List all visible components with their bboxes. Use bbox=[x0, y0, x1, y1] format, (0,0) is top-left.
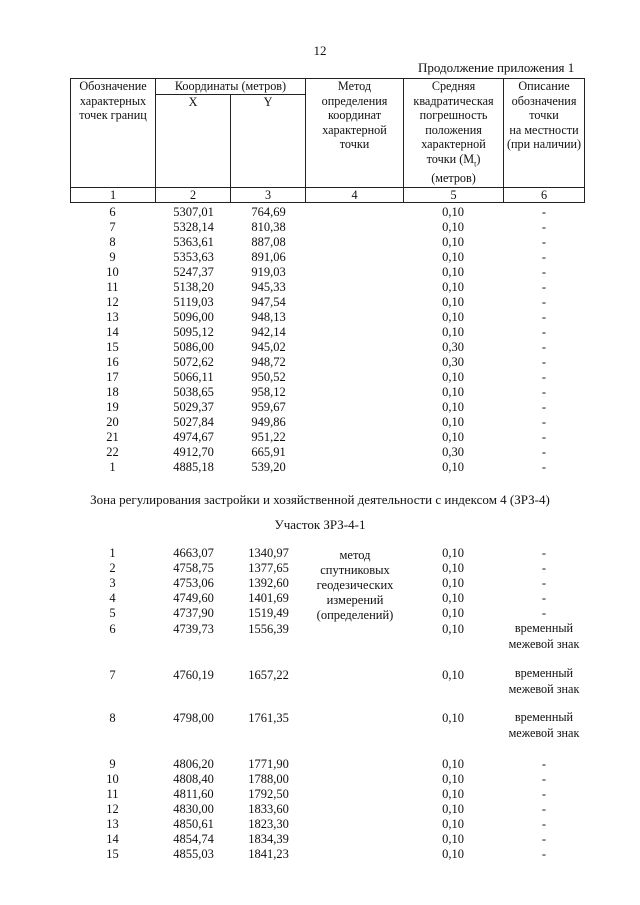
coord-x: 4854,74 bbox=[173, 832, 214, 846]
table-row bbox=[70, 310, 584, 325]
section2-rows-c bbox=[70, 757, 584, 862]
point-id: 13 bbox=[106, 310, 119, 324]
accuracy: 0,30 bbox=[442, 445, 464, 459]
accuracy: 0,10 bbox=[442, 546, 464, 560]
table-row bbox=[70, 415, 584, 430]
accuracy: 0,10 bbox=[442, 295, 464, 309]
accuracy: 0,10 bbox=[442, 310, 464, 324]
table-row bbox=[70, 817, 584, 832]
table-row bbox=[70, 235, 584, 250]
coord-x: 4806,20 bbox=[173, 757, 214, 771]
coord-y: 1377,65 bbox=[248, 561, 289, 575]
accuracy: 0,10 bbox=[442, 832, 464, 846]
coord-x: 5363,61 bbox=[173, 235, 214, 249]
coord-x: 5027,84 bbox=[173, 415, 214, 429]
description: - bbox=[541, 561, 547, 575]
table-row bbox=[70, 355, 584, 370]
coord-x: 4850,61 bbox=[173, 817, 214, 831]
col-number: 4 bbox=[306, 188, 404, 203]
point-id: 18 bbox=[106, 385, 119, 399]
table-row bbox=[70, 370, 584, 385]
description: - bbox=[541, 430, 547, 444]
accuracy: 0,10 bbox=[442, 622, 464, 636]
table-row bbox=[70, 250, 584, 265]
point-id: 12 bbox=[106, 802, 119, 816]
coord-y: 958,12 bbox=[251, 385, 286, 399]
accuracy: 0,10 bbox=[442, 757, 464, 771]
coord-y: 810,38 bbox=[251, 220, 286, 234]
coord-x: 5072,62 bbox=[173, 355, 214, 369]
accuracy: 0,10 bbox=[442, 460, 464, 474]
coord-y: 1823,30 bbox=[248, 817, 289, 831]
marker-desc: временный межевой знак bbox=[508, 621, 580, 651]
col-number: 2 bbox=[156, 188, 231, 203]
col-number: 5 bbox=[404, 188, 504, 203]
accuracy: 0,10 bbox=[442, 802, 464, 816]
description: - bbox=[541, 250, 547, 264]
header-point-designation: Обозначение характерных точек границ bbox=[71, 79, 156, 188]
point-id: 16 bbox=[106, 355, 119, 369]
point-id: 15 bbox=[106, 847, 119, 861]
accuracy: 0,10 bbox=[442, 415, 464, 429]
point-id: 15 bbox=[106, 340, 119, 354]
table-row bbox=[70, 546, 584, 561]
accuracy: 0,30 bbox=[442, 340, 464, 354]
point-id: 7 bbox=[109, 668, 116, 682]
coord-x: 4760,19 bbox=[173, 668, 214, 682]
point-id: 14 bbox=[106, 832, 119, 846]
coord-x: 5119,03 bbox=[173, 295, 214, 309]
point-id: 20 bbox=[106, 415, 119, 429]
accuracy: 0,10 bbox=[442, 668, 464, 682]
accuracy: 0,10 bbox=[442, 250, 464, 264]
coord-x: 4912,70 bbox=[173, 445, 214, 459]
zone-title: Зона регулирования застройки и хозяйственной деятельности с индексом 4 (ЗРЗ-4) bbox=[90, 492, 550, 507]
point-id: 10 bbox=[106, 772, 119, 786]
coord-x: 5307,01 bbox=[173, 205, 214, 219]
table-row bbox=[70, 787, 584, 802]
table-row bbox=[70, 400, 584, 415]
accuracy: 0,10 bbox=[442, 370, 464, 384]
coord-y: 945,33 bbox=[251, 280, 286, 294]
accuracy: 0,10 bbox=[442, 591, 464, 605]
point-id: 8 bbox=[109, 235, 116, 249]
coord-y: 950,52 bbox=[251, 370, 286, 384]
accuracy: 0,10 bbox=[442, 400, 464, 414]
coord-y: 1834,39 bbox=[248, 832, 289, 846]
coord-y: 891,06 bbox=[251, 250, 286, 264]
point-id: 6 bbox=[109, 205, 116, 219]
description: - bbox=[541, 220, 547, 234]
continuation-label: Продолжение приложения 1 bbox=[418, 60, 575, 75]
header-y: Y bbox=[263, 95, 273, 109]
coord-y: 1401,69 bbox=[248, 591, 289, 605]
point-id: 7 bbox=[109, 220, 116, 234]
table-header bbox=[70, 78, 585, 203]
coord-y: 1392,60 bbox=[248, 576, 289, 590]
accuracy: 0,10 bbox=[442, 606, 464, 620]
coord-x: 5095,12 bbox=[173, 325, 214, 339]
coord-x: 5353,63 bbox=[173, 250, 214, 264]
coord-x: 4811,60 bbox=[173, 787, 214, 801]
coord-y: 948,13 bbox=[251, 310, 286, 324]
coord-y: 764,69 bbox=[251, 205, 286, 219]
coord-y: 1761,35 bbox=[248, 711, 289, 725]
marker-desc: временный межевой знак bbox=[508, 710, 580, 740]
col-number: 1 bbox=[71, 188, 156, 203]
coord-x: 4830,00 bbox=[173, 802, 214, 816]
point-id: 21 bbox=[106, 430, 119, 444]
coord-y: 959,67 bbox=[251, 400, 286, 414]
coord-y: 949,86 bbox=[251, 415, 286, 429]
description: - bbox=[541, 205, 547, 219]
method-text: метод спутниковых геодезических измерений (определений) bbox=[316, 548, 394, 622]
coord-y: 1771,90 bbox=[248, 757, 289, 771]
coord-x: 4758,75 bbox=[173, 561, 214, 575]
coord-y: 887,08 bbox=[251, 235, 286, 249]
coord-y: 948,72 bbox=[251, 355, 286, 369]
coord-x: 4808,40 bbox=[173, 772, 214, 786]
point-id: 5 bbox=[109, 606, 116, 620]
description: - bbox=[541, 817, 547, 831]
point-id: 11 bbox=[106, 280, 119, 294]
description: - bbox=[541, 445, 547, 459]
coord-y: 1657,22 bbox=[248, 668, 289, 682]
description: - bbox=[541, 400, 547, 414]
section2-rows-a bbox=[70, 546, 584, 621]
description: - bbox=[541, 235, 547, 249]
marker-desc: временный межевой знак bbox=[508, 666, 580, 696]
table-row bbox=[70, 445, 584, 460]
accuracy: 0,10 bbox=[442, 561, 464, 575]
coord-x: 4737,90 bbox=[173, 606, 214, 620]
point-id: 12 bbox=[106, 295, 119, 309]
accuracy: 0,10 bbox=[442, 235, 464, 249]
point-id: 19 bbox=[106, 400, 119, 414]
description: - bbox=[541, 576, 547, 590]
point-id: 9 bbox=[109, 250, 116, 264]
point-id: 14 bbox=[106, 325, 119, 339]
table-row bbox=[70, 757, 584, 772]
table-row bbox=[70, 606, 584, 621]
coord-y: 665,91 bbox=[251, 445, 286, 459]
coord-x: 4974,67 bbox=[173, 430, 214, 444]
coord-x: 4855,03 bbox=[173, 847, 214, 861]
coord-y: 947,54 bbox=[251, 295, 286, 309]
coord-x: 5086,00 bbox=[173, 340, 214, 354]
point-id: 9 bbox=[109, 757, 116, 771]
accuracy: 0,10 bbox=[442, 430, 464, 444]
table-row bbox=[70, 832, 584, 847]
description: - bbox=[541, 591, 547, 605]
plot-title: Участок ЗРЗ-4-1 bbox=[274, 517, 366, 532]
accuracy: 0,10 bbox=[442, 847, 464, 861]
table-row bbox=[70, 295, 584, 310]
accuracy: 0,30 bbox=[442, 355, 464, 369]
table-row bbox=[70, 325, 584, 340]
table-row bbox=[70, 265, 584, 280]
header-accuracy: Средняя квадратическая погрешность положения характерной точки $(M_t)$ (метров) bbox=[404, 79, 504, 188]
table-row bbox=[70, 220, 584, 235]
table-row bbox=[70, 772, 584, 787]
description: - bbox=[541, 265, 547, 279]
coord-x: 5096,00 bbox=[173, 310, 214, 324]
point-id: 13 bbox=[106, 817, 119, 831]
coord-x: 4663,07 bbox=[173, 546, 214, 560]
accuracy: 0,10 bbox=[442, 205, 464, 219]
description: - bbox=[541, 325, 547, 339]
accuracy: 0,10 bbox=[442, 280, 464, 294]
accuracy: 0,10 bbox=[442, 576, 464, 590]
description: - bbox=[541, 295, 547, 309]
coord-y: 1841,23 bbox=[248, 847, 289, 861]
point-id: 4 bbox=[109, 591, 116, 605]
description: - bbox=[541, 310, 547, 324]
header-method: Метод определения координат характерной точки bbox=[306, 79, 404, 188]
table-row bbox=[70, 802, 584, 817]
col-number: 6 bbox=[504, 188, 585, 203]
table-row bbox=[70, 576, 584, 591]
description: - bbox=[541, 606, 547, 620]
coord-x: 4749,60 bbox=[173, 591, 214, 605]
coord-y: 1788,00 bbox=[248, 772, 289, 786]
point-id: 1 bbox=[109, 460, 116, 474]
point-id: 6 bbox=[109, 622, 116, 636]
description: - bbox=[541, 385, 547, 399]
accuracy: 0,10 bbox=[442, 385, 464, 399]
coord-y: 1340,97 bbox=[248, 546, 289, 560]
description: - bbox=[541, 415, 547, 429]
coord-y: 945,02 bbox=[251, 340, 286, 354]
table-row bbox=[70, 430, 584, 445]
description: - bbox=[541, 787, 547, 801]
section1-rows bbox=[70, 205, 584, 475]
accuracy: 0,10 bbox=[442, 711, 464, 725]
description: - bbox=[541, 832, 547, 846]
description: - bbox=[541, 847, 547, 861]
coord-x: 5038,65 bbox=[173, 385, 214, 399]
table-row bbox=[70, 591, 584, 606]
header-coordinates: Координаты (метров) X Y bbox=[156, 79, 306, 188]
point-id: 1 bbox=[109, 546, 116, 560]
coord-y: 951,22 bbox=[251, 430, 286, 444]
accuracy: 0,10 bbox=[442, 817, 464, 831]
point-id: 8 bbox=[109, 711, 116, 725]
col-number: 3 bbox=[231, 188, 306, 203]
description: - bbox=[541, 772, 547, 786]
accuracy: 0,10 bbox=[442, 220, 464, 234]
description: - bbox=[541, 370, 547, 384]
table-row bbox=[70, 460, 584, 475]
table-row bbox=[70, 561, 584, 576]
coord-y: 539,20 bbox=[251, 460, 286, 474]
header-description: Описание обозначения точки на местности (при наличии) bbox=[504, 79, 585, 188]
coord-x: 4885,18 bbox=[173, 460, 214, 474]
coord-y: 1833,60 bbox=[248, 802, 289, 816]
coord-y: 942,14 bbox=[251, 325, 286, 339]
coord-x: 4753,06 bbox=[173, 576, 214, 590]
point-id: 22 bbox=[106, 445, 119, 459]
description: - bbox=[541, 546, 547, 560]
table-row bbox=[70, 847, 584, 862]
coord-x: 4739,73 bbox=[173, 622, 214, 636]
description: - bbox=[541, 340, 547, 354]
description: - bbox=[541, 802, 547, 816]
point-id: 17 bbox=[106, 370, 119, 384]
description: - bbox=[541, 757, 547, 771]
table-row bbox=[70, 385, 584, 400]
point-id: 3 bbox=[109, 576, 116, 590]
accuracy: 0,10 bbox=[442, 265, 464, 279]
description: - bbox=[541, 460, 547, 474]
accuracy: 0,10 bbox=[442, 787, 464, 801]
table-row bbox=[70, 340, 584, 355]
point-id: 10 bbox=[106, 265, 119, 279]
table-row bbox=[70, 280, 584, 295]
coord-x: 5066,11 bbox=[173, 370, 214, 384]
description: - bbox=[541, 355, 547, 369]
coord-x: 5328,14 bbox=[173, 220, 214, 234]
accuracy: 0,10 bbox=[442, 325, 464, 339]
table-row bbox=[70, 205, 584, 220]
coord-y: 1519,49 bbox=[248, 606, 289, 620]
point-id: 11 bbox=[106, 787, 119, 801]
coord-x: 5247,37 bbox=[173, 265, 214, 279]
description: - bbox=[541, 280, 547, 294]
header-x: X bbox=[156, 95, 231, 187]
coord-x: 4798,00 bbox=[173, 711, 214, 725]
coord-y: 1556,39 bbox=[248, 622, 289, 636]
coord-x: 5138,20 bbox=[173, 280, 214, 294]
coord-y: 1792,50 bbox=[248, 787, 289, 801]
accuracy: 0,10 bbox=[442, 772, 464, 786]
coord-y: 919,03 bbox=[251, 265, 286, 279]
page-number: 12 bbox=[313, 43, 327, 58]
point-id: 2 bbox=[109, 561, 116, 575]
coord-x: 5029,37 bbox=[173, 400, 214, 414]
